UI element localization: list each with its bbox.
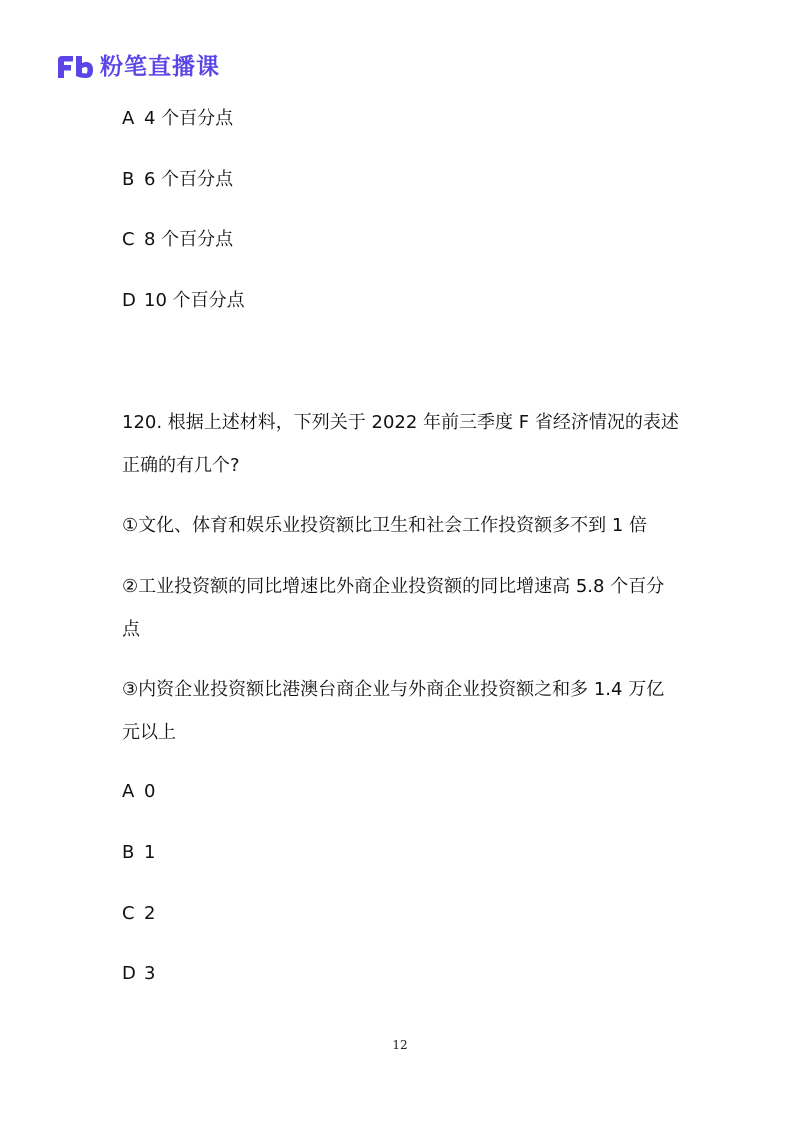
statement-2-line-2: 点 — [122, 619, 140, 640]
option-a-prev — [122, 107, 233, 131]
option-text: 0 — [144, 781, 156, 802]
brand-logo — [56, 52, 220, 82]
option-text: 1 — [144, 842, 156, 863]
option-letter: D — [122, 290, 136, 311]
option-text: 4 个百分点 — [144, 108, 234, 129]
question-stem-line-2: 正确的有几个? — [122, 455, 240, 476]
statement-2-line-1: ②工业投资额的同比增速比外商企业投资额的同比增速高 5.8 个百分 — [122, 576, 665, 597]
question-stem-line-1: 120. 根据上述材料，下列关于 2022 年前三季度 F 省经济情况的表述 — [122, 412, 679, 433]
statement-3-line-1: ③内资企业投资额比港澳台商企业与外商企业投资额之和多 1.4 万亿 — [122, 679, 665, 700]
brand-name: 粉笔直播课 — [100, 54, 220, 80]
option-d-prev — [122, 289, 245, 313]
option-letter: C — [122, 229, 135, 250]
page-number: 12 — [392, 1038, 408, 1052]
option-letter: B — [122, 169, 135, 190]
option-letter: A — [122, 108, 135, 129]
option-a — [122, 780, 155, 804]
statement-1: ①文化、体育和娱乐业投资额比卫生和社会工作投资额多不到 1 倍 — [122, 515, 648, 536]
option-c — [122, 902, 155, 926]
option-text: 2 — [144, 903, 156, 924]
option-letter: A — [122, 781, 135, 802]
option-c-prev — [122, 228, 233, 252]
option-text: 8 个百分点 — [144, 229, 234, 250]
option-letter: C — [122, 903, 135, 924]
option-b — [122, 841, 155, 865]
option-letter: B — [122, 842, 135, 863]
option-text: 3 — [144, 963, 156, 984]
option-d — [122, 962, 155, 986]
option-text: 10 个百分点 — [144, 290, 245, 311]
option-text: 6 个百分点 — [144, 169, 234, 190]
option-b-prev — [122, 168, 233, 192]
option-letter: D — [122, 963, 136, 984]
fb-logo-icon — [56, 54, 94, 80]
statement-3-line-2: 元以上 — [122, 722, 176, 743]
